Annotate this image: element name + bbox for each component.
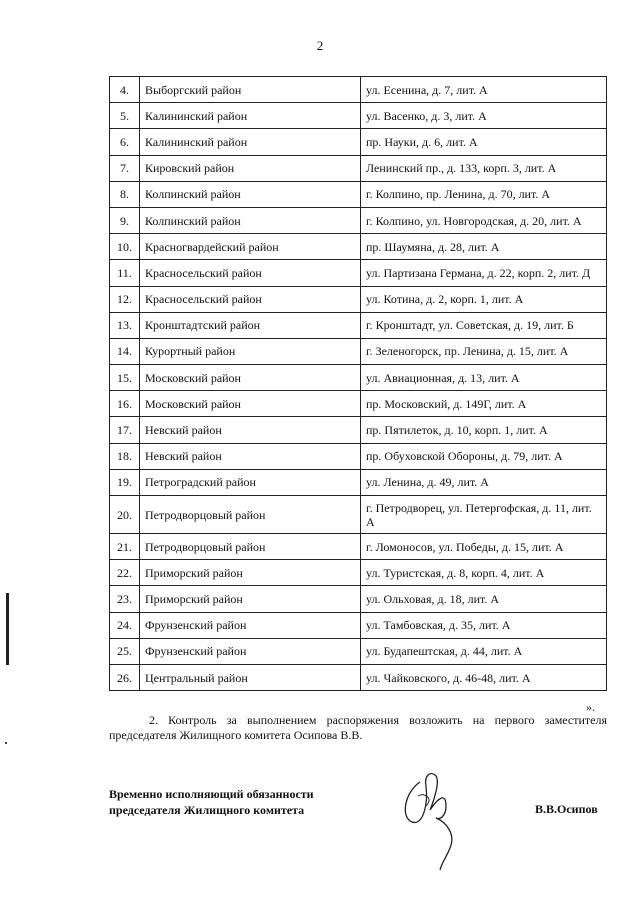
- closing-quote: ».: [586, 700, 595, 714]
- district-cell: Кронштадтский район: [140, 312, 361, 338]
- row-number: 21.: [110, 534, 140, 560]
- table-row: [110, 155, 607, 181]
- table-row: [110, 586, 607, 612]
- table-row: [110, 612, 607, 638]
- district-address-table: [109, 76, 607, 691]
- district-cell: Петродворцовый район: [140, 496, 361, 534]
- row-number: 14.: [110, 338, 140, 364]
- row-number: 16.: [110, 391, 140, 417]
- district-cell: Колпинский район: [140, 207, 361, 233]
- signatory-title-line2: председателя Жилищного комитета: [109, 803, 305, 817]
- table-row: [110, 181, 607, 207]
- address-cell: ул. Ленина, д. 49, лит. А: [361, 469, 607, 495]
- address-cell: пр. Науки, д. 6, лит. А: [361, 129, 607, 155]
- table-row: [110, 417, 607, 443]
- row-number: 4.: [110, 77, 140, 103]
- table-row: [110, 338, 607, 364]
- district-cell: Калининский район: [140, 103, 361, 129]
- district-cell: Красносельский район: [140, 286, 361, 312]
- signatory-name: В.В.Осипов: [535, 802, 598, 816]
- district-cell: Фрунзенский район: [140, 612, 361, 638]
- district-cell: Петроградский район: [140, 469, 361, 495]
- row-number: 25.: [110, 638, 140, 664]
- table-row: [110, 664, 607, 690]
- table-row: [110, 103, 607, 129]
- address-cell: ул. Ольховая, д. 18, лит. А: [361, 586, 607, 612]
- district-cell: Приморский район: [140, 560, 361, 586]
- address-cell: пр. Пятилеток, д. 10, корп. 1, лит. А: [361, 417, 607, 443]
- table-row: [110, 260, 607, 286]
- row-number: 7.: [110, 155, 140, 181]
- district-cell: Московский район: [140, 391, 361, 417]
- address-cell: г. Ломоносов, ул. Победы, д. 15, лит. А: [361, 534, 607, 560]
- address-cell: ул. Будапештская, д. 44, лит. А: [361, 638, 607, 664]
- table-row: [110, 207, 607, 233]
- table-row: [110, 534, 607, 560]
- page-number: 2: [316, 38, 324, 53]
- table-row: [110, 286, 607, 312]
- address-cell: г. Колпино, пр. Ленина, д. 70, лит. А: [361, 181, 607, 207]
- handwritten-signature: [390, 762, 470, 872]
- address-cell: пр. Московский, д. 149Г, лит. А: [361, 391, 607, 417]
- address-cell: г. Петродворец, ул. Петергофская, д. 11, лит. А: [361, 496, 607, 534]
- district-cell: Колпинский район: [140, 181, 361, 207]
- address-cell: ул. Васенко, д. 3, лит. А: [361, 103, 607, 129]
- row-number: 23.: [110, 586, 140, 612]
- table-row: [110, 443, 607, 469]
- table-body: [110, 77, 607, 691]
- table-row: [110, 496, 607, 534]
- district-cell: Выборгский район: [140, 77, 361, 103]
- scan-dot: [5, 742, 7, 744]
- district-cell: Калининский район: [140, 129, 361, 155]
- address-cell: пр. Шаумяна, д. 28, лит. А: [361, 234, 607, 260]
- district-cell: Курортный район: [140, 338, 361, 364]
- row-number: 12.: [110, 286, 140, 312]
- district-cell: Фрунзенский район: [140, 638, 361, 664]
- row-number: 13.: [110, 312, 140, 338]
- district-cell: Кировский район: [140, 155, 361, 181]
- table-row: [110, 469, 607, 495]
- address-cell: ул. Чайковского, д. 46-48, лит. А: [361, 664, 607, 690]
- row-number: 9.: [110, 207, 140, 233]
- table-row: [110, 129, 607, 155]
- table-row: [110, 365, 607, 391]
- row-number: 10.: [110, 234, 140, 260]
- district-cell: Московский район: [140, 365, 361, 391]
- address-cell: г. Кронштадт, ул. Советская, д. 19, лит. Б: [361, 312, 607, 338]
- address-cell: ул. Партизана Германа, д. 22, корп. 2, лит. Д: [361, 260, 607, 286]
- binder-mark: [6, 593, 9, 665]
- row-number: 15.: [110, 365, 140, 391]
- address-cell: ул. Котина, д. 2, корп. 1, лит. А: [361, 286, 607, 312]
- table-row: [110, 391, 607, 417]
- district-cell: Петродворцовый район: [140, 534, 361, 560]
- row-number: 18.: [110, 443, 140, 469]
- table-row: [110, 234, 607, 260]
- row-number: 24.: [110, 612, 140, 638]
- signatory-title: [109, 786, 314, 818]
- address-cell: ул. Есенина, д. 7, лит. А: [361, 77, 607, 103]
- address-cell: ул. Авиационная, д. 13, лит. А: [361, 365, 607, 391]
- row-number: 17.: [110, 417, 140, 443]
- district-cell: Центральный район: [140, 664, 361, 690]
- address-cell: пр. Обуховской Обороны, д. 79, лит. А: [361, 443, 607, 469]
- row-number: 22.: [110, 560, 140, 586]
- district-cell: Невский район: [140, 417, 361, 443]
- address-cell: Ленинский пр., д. 133, корп. 3, лит. А: [361, 155, 607, 181]
- address-cell: г. Зеленогорск, пр. Ленина, д. 15, лит. А: [361, 338, 607, 364]
- row-number: 19.: [110, 469, 140, 495]
- table-row: [110, 560, 607, 586]
- district-cell: Красногвардейский район: [140, 234, 361, 260]
- district-cell: Приморский район: [140, 586, 361, 612]
- row-number: 5.: [110, 103, 140, 129]
- table-row: [110, 312, 607, 338]
- table-row: [110, 77, 607, 103]
- control-paragraph: 2. Контроль за выполнением распоряжения возложить на первого заместителя председателя Жилищного комитета Осипова В.В.: [109, 713, 607, 742]
- row-number: 6.: [110, 129, 140, 155]
- row-number: 26.: [110, 664, 140, 690]
- address-cell: ул. Туристская, д. 8, корп. 4, лит. А: [361, 560, 607, 586]
- district-cell: Красносельский район: [140, 260, 361, 286]
- district-cell: Невский район: [140, 443, 361, 469]
- address-cell: ул. Тамбовская, д. 35, лит. А: [361, 612, 607, 638]
- row-number: 20.: [110, 496, 140, 534]
- row-number: 11.: [110, 260, 140, 286]
- row-number: 8.: [110, 181, 140, 207]
- table-row: [110, 638, 607, 664]
- signatory-title-line1: Временно исполняющий обязанности: [109, 787, 314, 801]
- address-cell: г. Колпино, ул. Новгородская, д. 20, лит. А: [361, 207, 607, 233]
